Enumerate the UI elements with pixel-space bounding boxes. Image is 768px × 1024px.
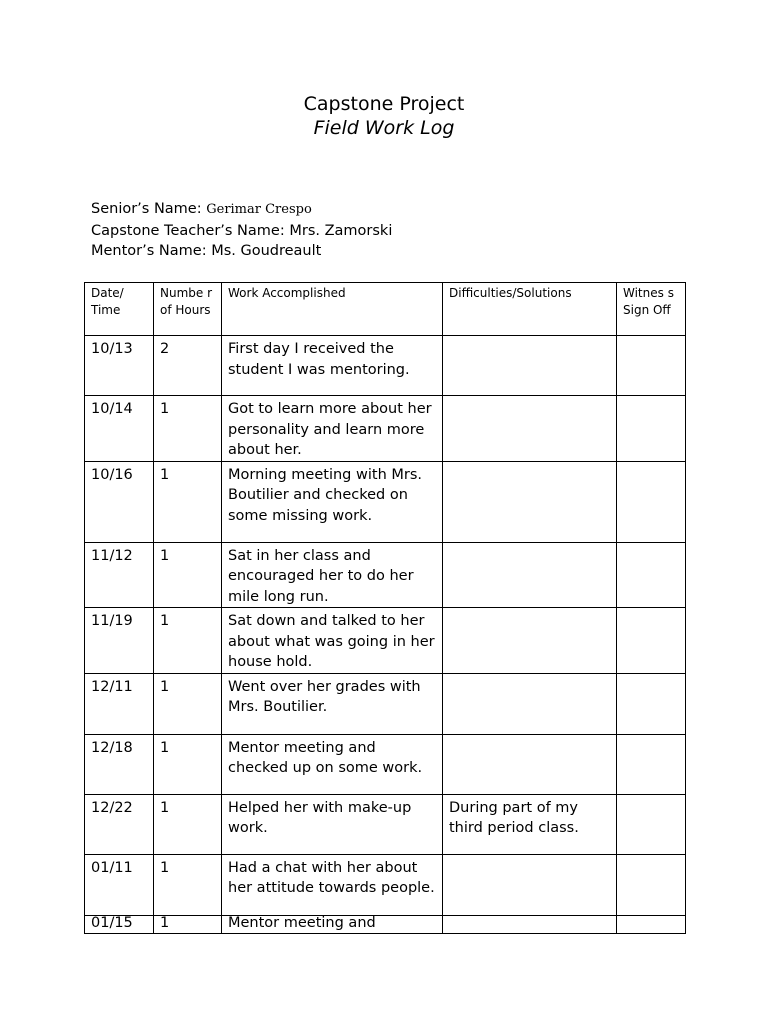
cell-hours: 1 [154,915,222,933]
cell-date: 11/12 [85,542,154,608]
document-title: Capstone Project [303,93,465,115]
cell-work: First day I received the student I was mentoring. [222,336,443,396]
cell-work: Helped her with make-up work. [222,794,443,854]
cell-difficulties [443,673,617,734]
cell-witness [617,396,686,462]
cell-date: 01/15 [85,915,154,933]
cell-witness [617,854,686,915]
cell-date: 01/11 [85,854,154,915]
cell-hours: 1 [154,461,222,542]
cell-hours: 1 [154,794,222,854]
cell-hours: 1 [154,608,222,674]
cell-witness [617,915,686,933]
cell-date: 12/22 [85,794,154,854]
header-date-time: Date/ Time [85,283,154,336]
mentor-name-line [91,241,392,262]
cell-witness [617,542,686,608]
cell-witness [617,608,686,674]
document-subtitle: Field Work Log [313,117,455,139]
cell-hours: 1 [154,542,222,608]
table-row [85,396,686,462]
cell-hours: 1 [154,854,222,915]
table-row [85,608,686,674]
header-work-accomplished: Work Accomplished [222,283,443,336]
cell-hours: 2 [154,336,222,396]
cell-hours: 1 [154,734,222,794]
cell-date: 11/19 [85,608,154,674]
cell-difficulties [443,396,617,462]
table-row [85,854,686,915]
senior-name-label: Senior’s Name: [91,201,202,217]
cell-work: Mentor meeting and checked up on some work. [222,734,443,794]
cell-witness [617,461,686,542]
table-row [85,673,686,734]
cell-date: 10/14 [85,396,154,462]
cell-date: 10/13 [85,336,154,396]
cell-work: Sat down and talked to her about what was going in her house hold. [222,608,443,674]
cell-witness [617,794,686,854]
cell-work: Morning meeting with Mrs. Boutilier and checked on some missing work. [222,461,443,542]
cell-date: 12/11 [85,673,154,734]
teacher-name-label: Capstone Teacher’s Name: [91,222,285,239]
table-row [85,915,686,933]
cell-difficulties [443,915,617,933]
table-row [85,794,686,854]
student-info-block [91,199,392,262]
senior-name-value: Gerimar Crespo [206,202,312,217]
cell-difficulties [443,461,617,542]
cell-date: 12/18 [85,734,154,794]
table-row [85,461,686,542]
senior-name-line [91,199,392,221]
cell-work: Got to learn more about her personality and learn more about her. [222,396,443,462]
header-witness-sign-off: Witnes s Sign Off [617,283,686,336]
cell-hours: 1 [154,396,222,462]
cell-work: Went over her grades with Mrs. Boutilier. [222,673,443,734]
cell-difficulties [443,734,617,794]
cell-witness [617,673,686,734]
table-header-row [85,283,686,336]
cell-witness [617,336,686,396]
field-work-log-table [84,282,686,934]
cell-difficulties [443,608,617,674]
cell-hours: 1 [154,673,222,734]
cell-work: Had a chat with her about her attitude towards people. [222,854,443,915]
teacher-name-value: Mrs. Zamorski [289,222,393,239]
cell-witness [617,734,686,794]
mentor-name-value: Ms. Goudreault [211,243,322,259]
cell-difficulties [443,336,617,396]
table-row [85,734,686,794]
header-difficulties-solutions: Difficulties/Solutions [443,283,617,336]
table-row [85,336,686,396]
cell-date: 10/16 [85,461,154,542]
cell-difficulties: During part of my third period class. [443,794,617,854]
cell-work: Mentor meeting and [222,915,443,933]
teacher-name-line [91,221,392,242]
mentor-name-label: Mentor’s Name: [91,243,207,259]
cell-work: Sat in her class and encouraged her to do her mile long run. [222,542,443,608]
cell-difficulties [443,542,617,608]
cell-difficulties [443,854,617,915]
header-number-of-hours: Numbe r of Hours [154,283,222,336]
table-row [85,542,686,608]
document-title-block [0,92,768,140]
